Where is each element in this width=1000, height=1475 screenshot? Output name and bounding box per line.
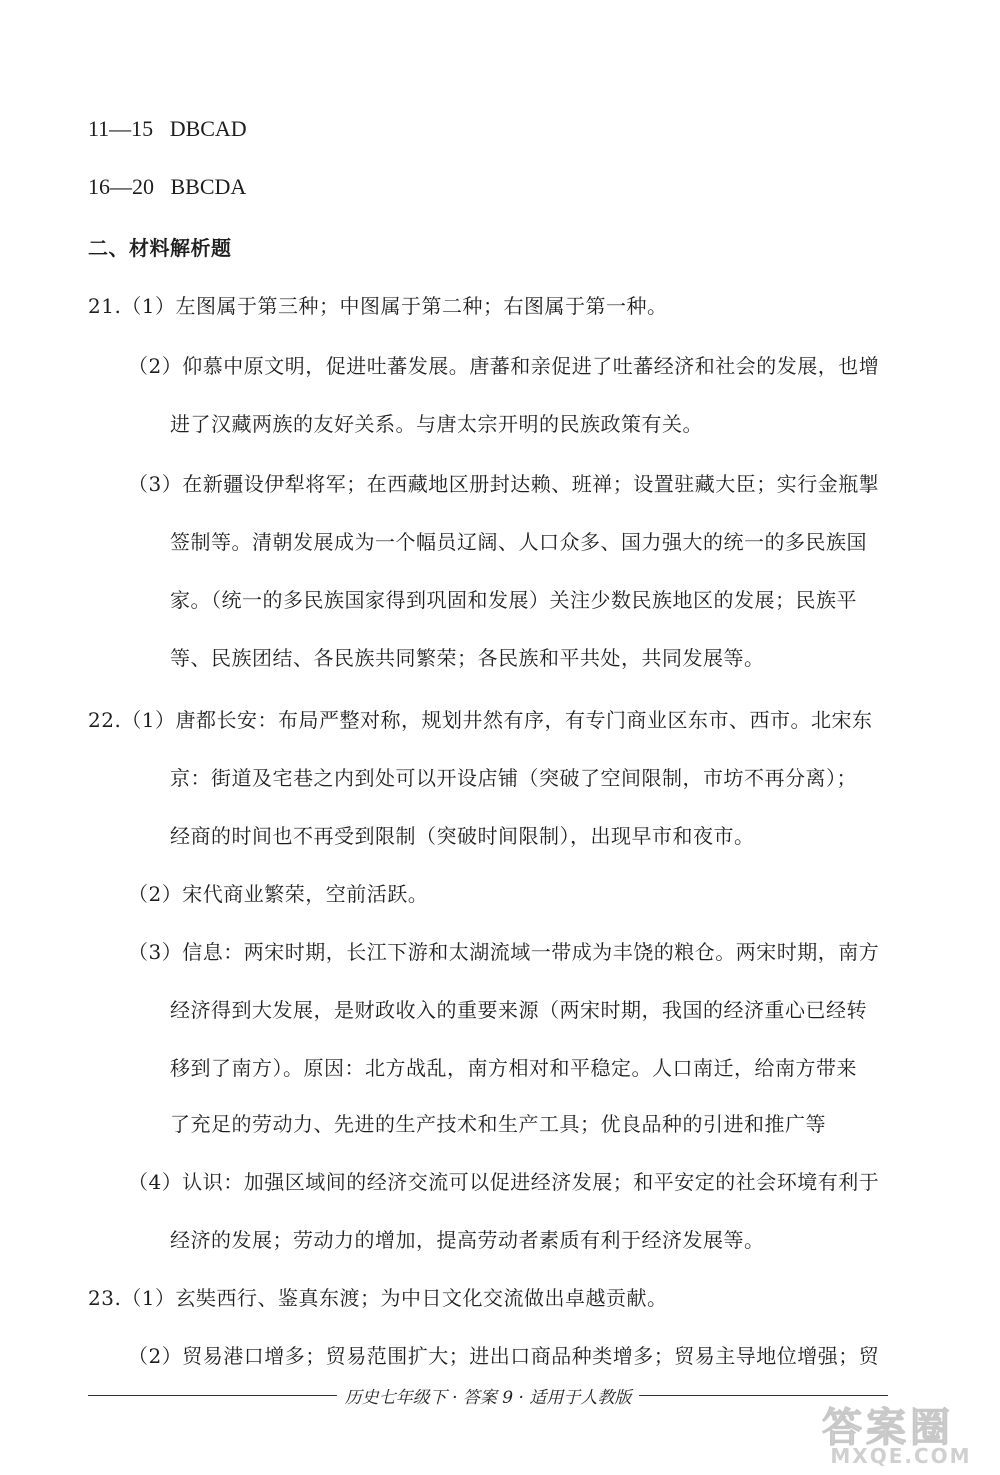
q23-part1-line <box>88 1284 668 1312</box>
answer-text: 宋代商业繁荣，空前活跃。 <box>182 882 429 906</box>
q22-part3-line <box>128 938 879 966</box>
answer-text: 唐都长安：布局严整对称，规划井然有序，有专门商业区东市、西市。北宋东 <box>175 708 873 732</box>
question-number: 21. <box>88 294 122 318</box>
answer-text: 家。（统一的多民族国家得到巩固和发展）关注少数民族地区的发展；民族平 <box>170 588 857 612</box>
part-label: （1） <box>121 1286 176 1310</box>
watermark-logo <box>812 1392 990 1470</box>
answer-range: 16—20 <box>88 174 154 199</box>
answer-letters: DBCAD <box>169 116 247 141</box>
answer-text: 进了汉藏两族的友好关系。与唐太宗开明的民族政策有关。 <box>170 412 703 436</box>
part-label: （1） <box>121 294 176 318</box>
q21-part1-line <box>88 292 668 320</box>
q23-part2-line <box>128 1342 879 1370</box>
answer-text: 签制等。清朝发展成为一个幅员辽阔、人口众多、国力强大的统一的多民族国 <box>170 530 867 554</box>
part-label: （2） <box>128 882 183 906</box>
watermark-site: MXQE.COM <box>830 1444 972 1468</box>
part-label: （2） <box>128 354 183 378</box>
q21-part3-line <box>128 470 879 498</box>
part-label: （3） <box>128 940 183 964</box>
answer-row-16-20 <box>88 173 246 201</box>
section-heading: 二、材料解析题 <box>88 236 232 260</box>
footer-text: 历史七年级下 · 答案 9 · 适用于人教版 <box>344 1387 632 1408</box>
answer-text: 经商的时间也不再受到限制（突破时间限制），出现早市和夜市。 <box>170 824 755 848</box>
question-number: 22. <box>88 708 122 732</box>
answer-text: 等、民族团结、各民族共同繁荣；各民族和平共处，共同发展等。 <box>170 646 765 670</box>
part-label: （4） <box>128 1170 183 1194</box>
answer-letters: BBCDA <box>170 174 247 199</box>
answer-text: 移到了南方）。原因：北方战乱，南方相对和平稳定。人口南迁，给南方带来 <box>170 1056 857 1080</box>
q22-part2-line <box>128 880 428 908</box>
answer-text: 京：街道及宅巷之内到处可以开设店铺（突破了空间限制，市坊不再分离）； <box>170 766 857 790</box>
answer-text: 贸易港口增多；贸易范围扩大；进出口商品种类增多；贸易主导地位增强；贸 <box>182 1344 880 1368</box>
answer-text: 信息：两宋时期，长江下游和太湖流域一带成为丰饶的粮仓。两宋时期，南方 <box>182 940 880 964</box>
question-number: 23. <box>88 1286 122 1310</box>
answer-text: 玄奘西行、鉴真东渡；为中日文化交流做出卓越贡献。 <box>175 1286 668 1310</box>
q22-part1-line <box>88 706 873 734</box>
answer-text: 经济得到大发展，是财政收入的重要来源（两宋时期，我国的经济重心已经转 <box>170 998 867 1022</box>
q22-part4-line <box>128 1168 879 1196</box>
part-label: （2） <box>128 1344 183 1368</box>
answer-text: 经济的发展；劳动力的增加，提高劳动者素质有利于经济发展等。 <box>170 1228 765 1252</box>
answer-text: 了充足的劳动力、先进的生产技术和生产工具；优良品种的引进和推广等 <box>170 1112 826 1136</box>
q21-part2-line <box>128 352 879 380</box>
answer-text: 仰慕中原文明，促进吐蕃发展。唐蕃和亲促进了吐蕃经济和社会的发展，也增 <box>182 354 880 378</box>
page-footer <box>88 1380 888 1410</box>
answer-text: 在新疆设伊犁将军；在西藏地区册封达赖、班禅；设置驻藏大臣；实行金瓶掣 <box>182 472 880 496</box>
answer-text: 左图属于第三种；中图属于第二种；右图属于第一种。 <box>175 294 668 318</box>
part-label: （1） <box>121 708 176 732</box>
part-label: （3） <box>128 472 183 496</box>
answer-text: 认识：加强区域间的经济交流可以促进经济发展；和平安定的社会环境有利于 <box>182 1170 880 1194</box>
watermark-glyphs: 答案圈 <box>822 1405 954 1451</box>
footer-rule-left <box>88 1395 337 1396</box>
answer-range: 11—15 <box>88 116 154 141</box>
answer-row-11-15 <box>88 115 247 143</box>
